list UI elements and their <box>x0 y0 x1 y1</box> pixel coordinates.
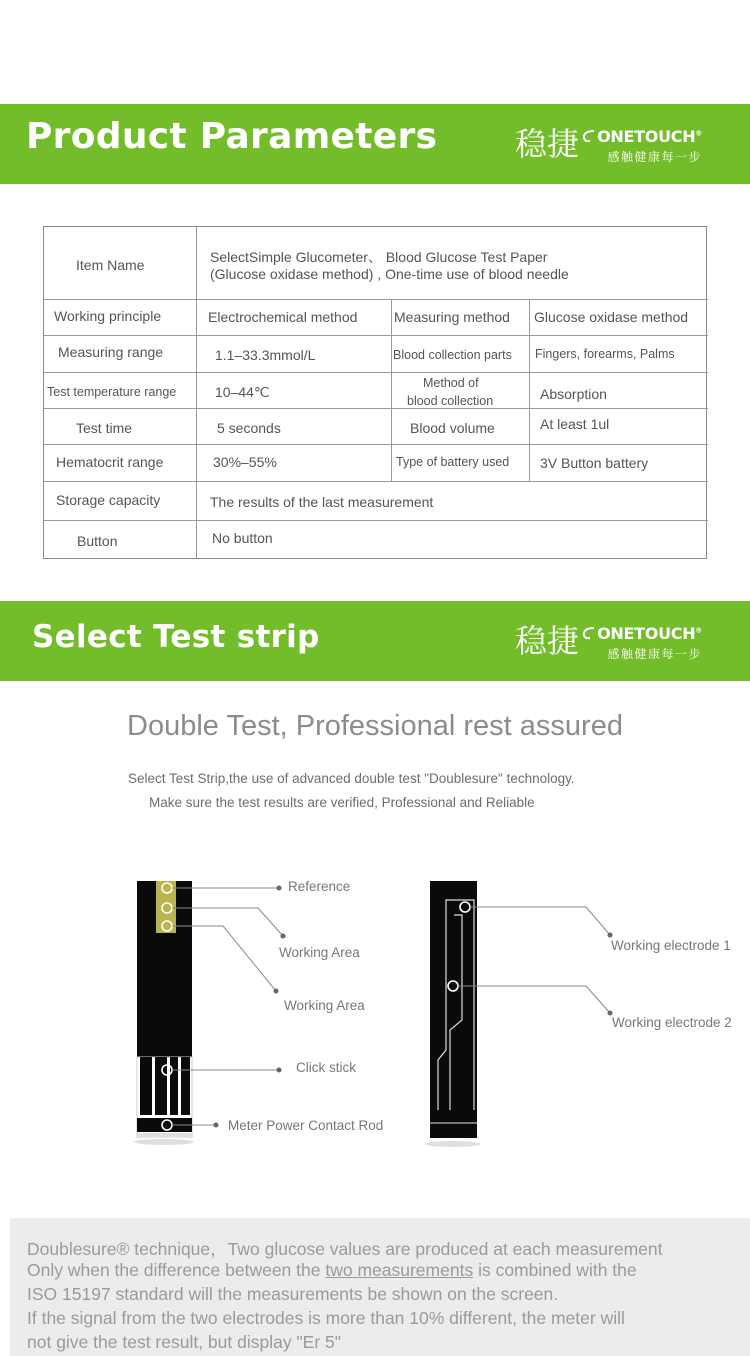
test-temperature-value: 10–44℃ <box>215 384 270 400</box>
measuring-range-value: 1.1–33.3mmol/L <box>215 347 316 363</box>
storage-capacity-value: The results of the last measurement <box>210 494 434 510</box>
brand-slogan: 感触健康每一步 <box>607 150 702 164</box>
note-line-1: Doublesure® technique，Two glucose values are produced at each measurement <box>27 1239 663 1259</box>
method-collection-label-line2: blood collection <box>407 394 494 408</box>
table-divider <box>44 299 708 300</box>
test-strip-front-illustration <box>134 881 194 1145</box>
measuring-method-value: Glucose oxidase method <box>534 309 689 325</box>
method-collection-label-line1: Method of <box>423 376 479 390</box>
brand-english-name: ONETOUCH® <box>582 127 702 146</box>
working-principle-label: Working principle <box>54 308 162 324</box>
label-reference: Reference <box>288 879 351 894</box>
label-meter-power-contact-rod: Meter Power Contact Rod <box>228 1118 384 1133</box>
section-title-select-test-strip: Select Test strip <box>32 619 320 655</box>
table-divider <box>196 227 197 558</box>
test-temperature-label: Test temperature range <box>47 385 177 399</box>
test-strip-diagram <box>0 860 750 1160</box>
storage-capacity-label: Storage capacity <box>56 492 161 508</box>
measuring-method-label: Measuring method <box>394 309 510 325</box>
table-divider <box>44 372 708 373</box>
table-divider <box>391 299 392 481</box>
test-time-label: Test time <box>76 420 133 436</box>
brand-english-name: ONETOUCH® <box>582 624 702 643</box>
note-line-2: Only when the difference between the two measurements is combined with the <box>27 1260 637 1280</box>
measuring-range-label: Measuring range <box>58 344 164 360</box>
battery-value: 3V Button battery <box>540 455 649 471</box>
subheadline-line1: Select Test Strip,the use of advanced double test "Doublesure" technology. <box>128 771 575 786</box>
subheadline-line2: Make sure the test results are verified, Professional and Reliable <box>149 795 535 810</box>
product-parameters-banner <box>0 104 750 184</box>
note-line-4: If the signal from the two electrodes is more than 10% different, the meter will <box>27 1308 625 1328</box>
button-label: Button <box>77 533 118 549</box>
headline: Double Test, Professional rest assured <box>127 710 623 742</box>
working-principle-value: Electrochemical method <box>208 309 358 325</box>
item-name-label: Item Name <box>76 257 145 273</box>
onetouch-swoosh-icon <box>582 626 596 640</box>
onetouch-swoosh-icon <box>582 129 596 143</box>
section-title-product-parameters: Product Parameters <box>26 116 438 157</box>
brand-chinese-name: 稳捷 <box>514 622 579 660</box>
hematocrit-value: 30%–55% <box>213 454 277 470</box>
table-divider <box>44 444 708 445</box>
note-line-5: not give the test result, but display "Er 5" <box>27 1332 341 1352</box>
table-divider <box>44 481 708 482</box>
blood-volume-label: Blood volume <box>410 420 495 436</box>
label-working-electrode-2: Working electrode 2 <box>612 1015 732 1030</box>
brand-chinese-name: 稳捷 <box>514 125 579 163</box>
label-working-electrode-1: Working electrode 1 <box>611 938 731 953</box>
label-working-area-2: Working Area <box>284 998 365 1013</box>
note-line-3: ISO 15197 standard will the measurements be shown on the screen. <box>27 1284 559 1304</box>
table-divider <box>44 335 708 336</box>
battery-label: Type of battery used <box>396 455 510 469</box>
item-name-value-line1: SelectSimple Glucometer、 Blood Glucose Test Paper <box>210 249 548 265</box>
table-divider <box>44 408 708 409</box>
blood-volume-value: At least 1ul <box>540 416 610 432</box>
table-divider <box>44 520 708 521</box>
test-strip-back-illustration <box>425 881 481 1147</box>
select-test-strip-banner <box>0 601 750 681</box>
test-time-value: 5 seconds <box>217 420 281 436</box>
blood-collection-parts-value: Fingers, forearms, Palms <box>535 347 675 361</box>
blood-collection-parts-label: Blood collection parts <box>393 348 512 362</box>
table-divider <box>529 299 530 481</box>
item-name-value-line2: (Glucose oxidase method) , One-time use of blood needle <box>210 266 569 282</box>
button-value: No button <box>212 530 273 546</box>
doublesure-note-box <box>10 1218 750 1356</box>
note-underlined-text: two measurements <box>325 1260 474 1280</box>
method-collection-value: Absorption <box>540 386 607 402</box>
hematocrit-label: Hematocrit range <box>56 454 164 470</box>
product-parameters-table <box>43 226 707 559</box>
brand-slogan: 感触健康每一步 <box>607 647 702 661</box>
label-working-area-1: Working Area <box>279 945 360 960</box>
label-click-stick: Click stick <box>296 1060 356 1075</box>
